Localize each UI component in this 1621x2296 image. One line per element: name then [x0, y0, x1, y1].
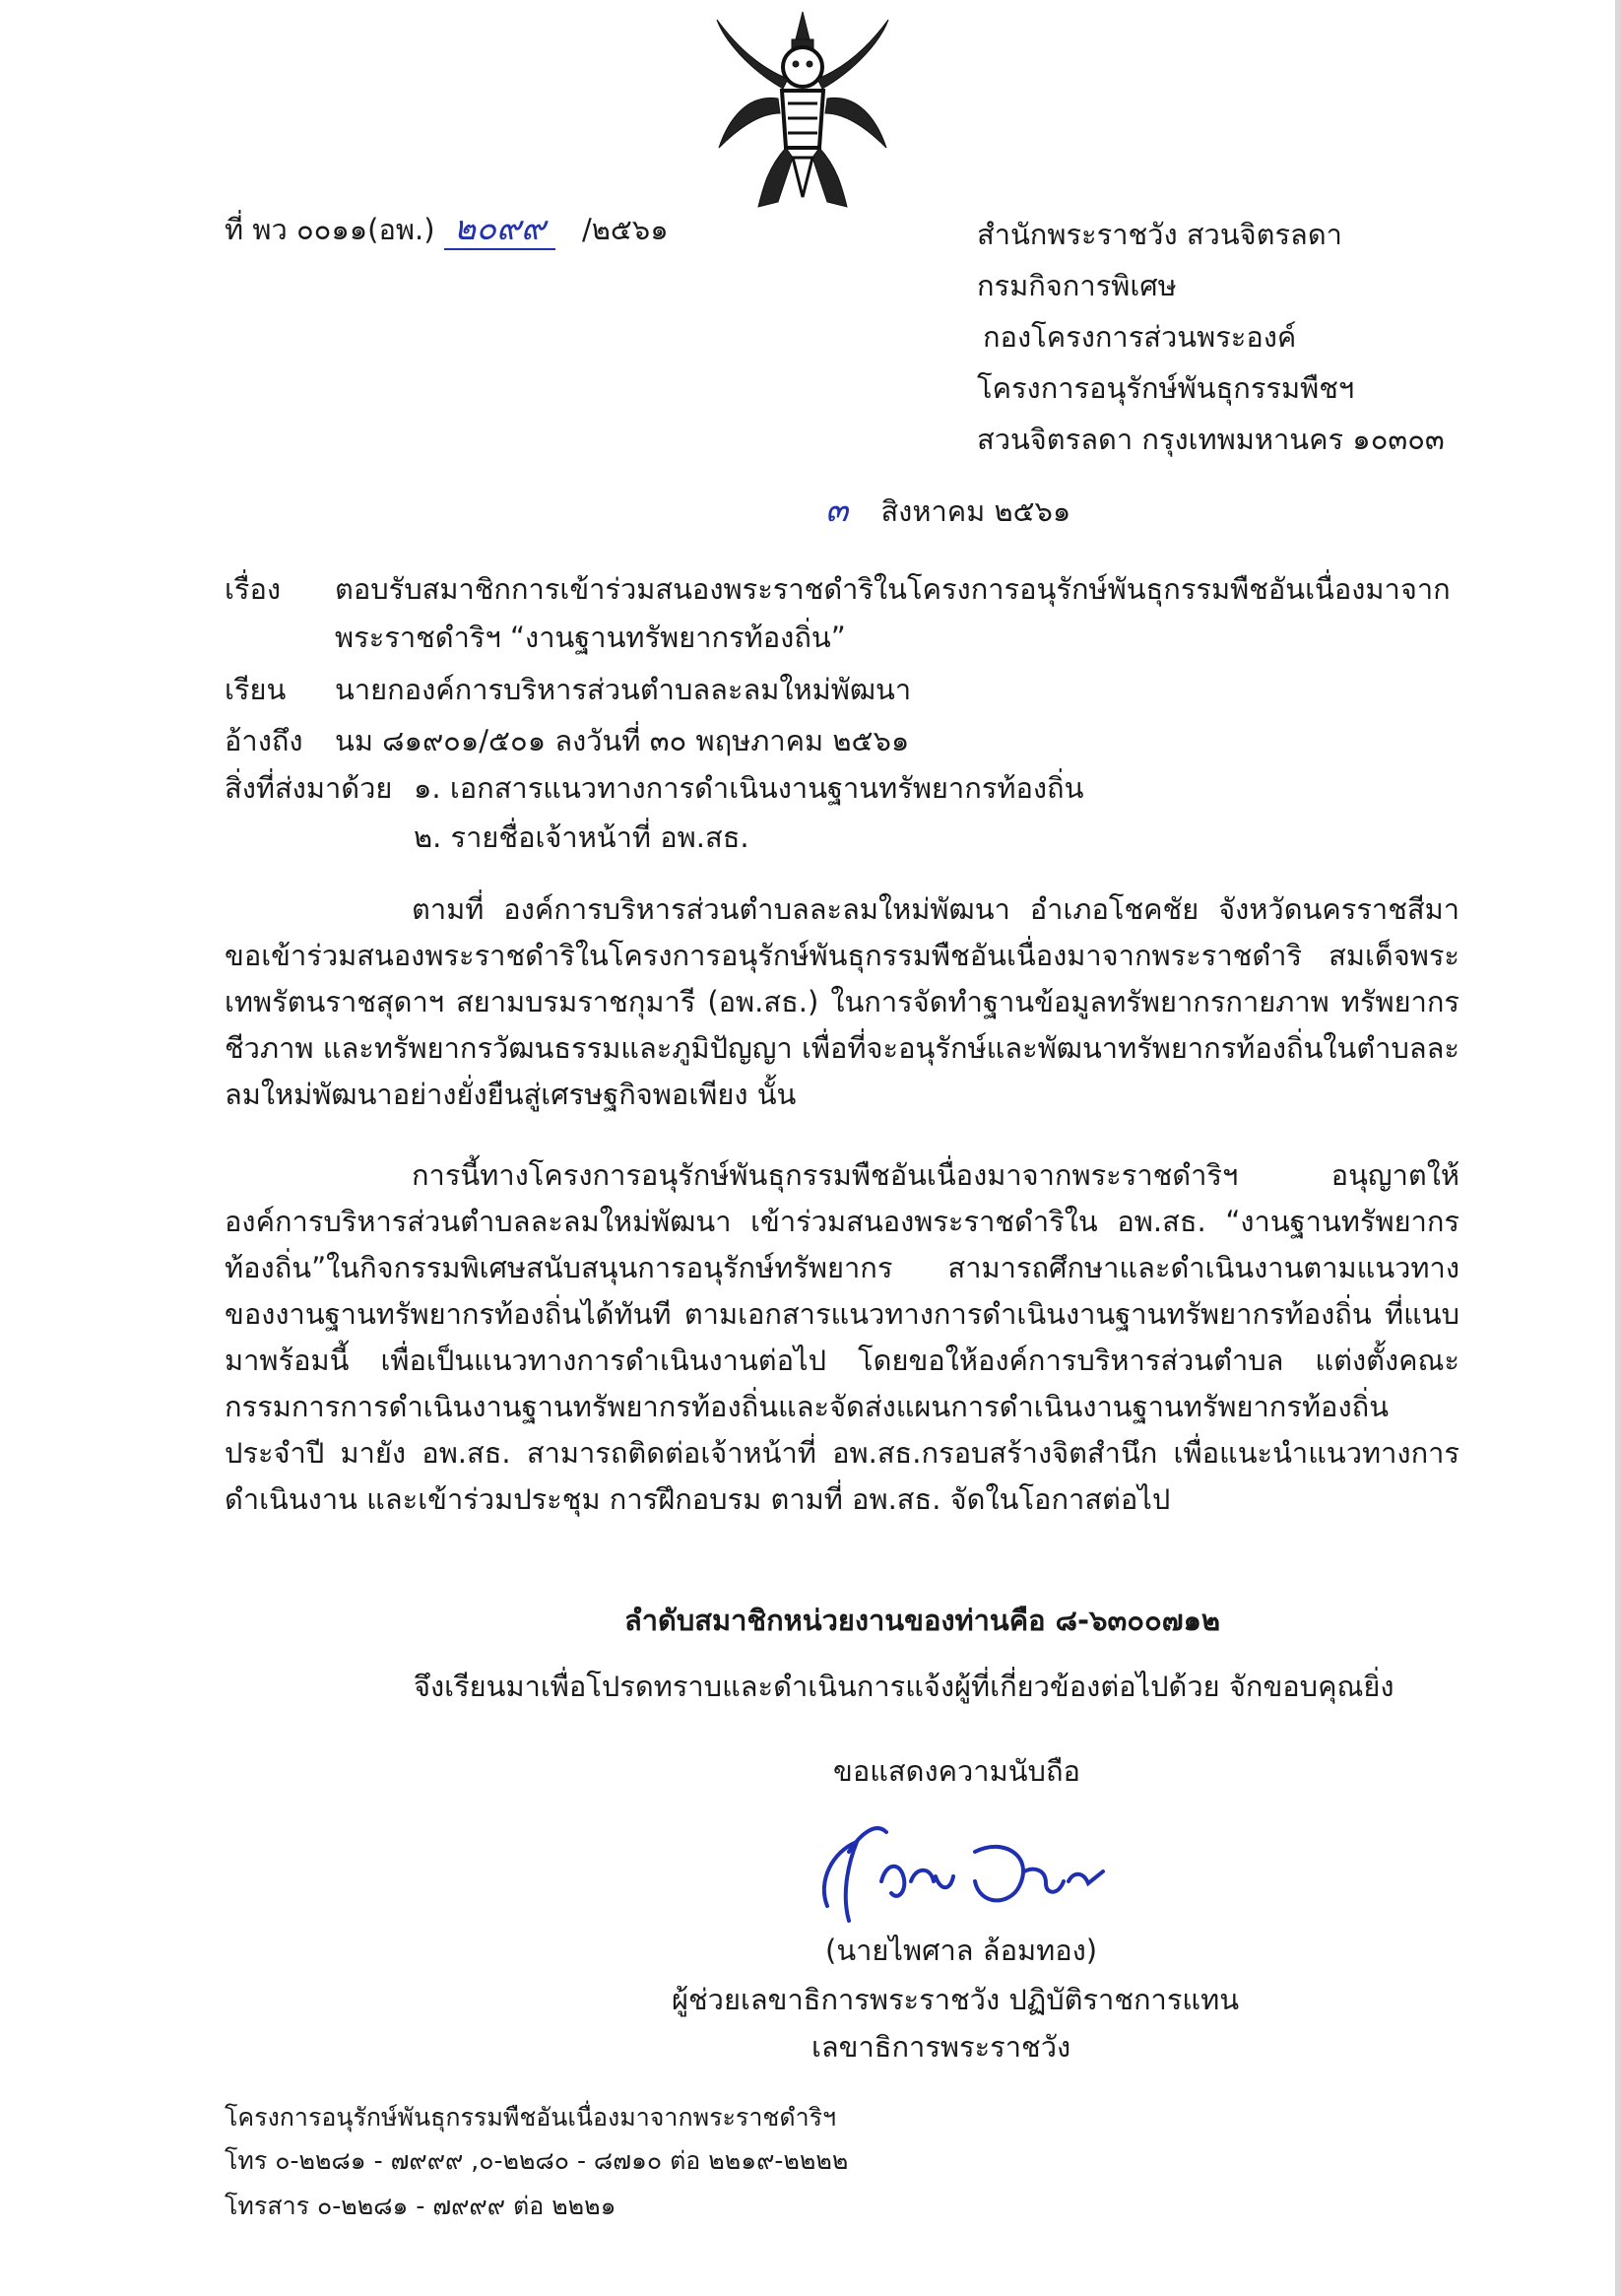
- signatory-title-1: ผู้ช่วยเลขาธิการพระราชวัง ปฏิบัติราชการแทน: [672, 1983, 1240, 2016]
- letter-date: [825, 491, 1070, 531]
- garuda-emblem-icon: [709, 10, 896, 212]
- sender-line: สวนจิตรลดา กรุงเทพมหานคร ๑๐๓๐๓: [977, 423, 1445, 456]
- footer-org: โครงการอนุรักษ์พันธุกรรมพืชอันเนื่องมาจากพระราชดำริฯ: [225, 2103, 837, 2132]
- reference-label: อ้างถึง: [225, 724, 303, 757]
- ref-prefix: ที่ พว ๐๐๑๑(อพ.): [225, 213, 435, 246]
- member-number: ลำดับสมาชิกหน่วยงานของท่านคือ ๘-๖๓๐๐๗๑๒: [624, 1604, 1221, 1637]
- sender-line: โครงการอนุรักษ์พันธุกรรมพืชฯ: [977, 371, 1355, 405]
- body-paragraph-2: [225, 1152, 1459, 1523]
- date-month-year: สิงหาคม ๒๕๖๑: [880, 494, 1071, 528]
- sender-line: กรมกิจการพิเศษ: [977, 269, 1177, 302]
- signature-icon: [788, 1812, 1113, 1931]
- reference-value: นม ๘๑๙๐๑/๕๐๑ ลงวันที่ ๓๐ พฤษภาคม ๒๕๖๑: [335, 724, 910, 757]
- enclosure-item: ๒. รายชื่อเจ้าหน้าที่ อพ.สธ.: [414, 820, 749, 854]
- ref-suffix: /๒๕๖๑: [581, 213, 669, 246]
- body-paragraph-1-text: ตามที่ องค์การบริหารส่วนตำบลละลมใหม่พัฒนา อำเภอโชคชัย จังหวัดนครราชสีมา ขอเข้าร่วมสนองพระราชดำริในโครงการอนุรักษ์พันธุกรรมพืชอันเนื่องมาจากพระราชดำริ สมเด็จพระเทพรัตนราชสุดาฯ สยามบรมราชกุมารี (อพ.สธ.) ในการจัดทำฐานข้อมูลทรัพยากรกายภาพ ทรัพยากรชีวภาพ และทรัพยากรวัฒนธรรมและภูมิปัญญา เพื่อที่จะอนุรักษ์และพัฒนาทรัพยากรท้องถิ่นในตำบลละลมใหม่พัฒนาอย่างยั่งยืนสู่เศรษฐกิจพอเพียง นั้น: [225, 892, 1459, 1111]
- sender-line: กองโครงการส่วนพระองค์: [983, 320, 1297, 354]
- footer-fax: โทรสาร ๐-๒๒๘๑ - ๗๙๙๙ ต่อ ๒๒๒๑: [225, 2192, 616, 2220]
- body-paragraph-1: [225, 886, 1459, 1118]
- enclosure-item: ๑. เอกสารแนวทางการดำเนินงานฐานทรัพยากรท้องถิ่น: [414, 771, 1084, 805]
- subject-label: เรื่อง: [225, 572, 282, 606]
- handwritten-ref-number: ๒๐๙๙: [444, 209, 555, 250]
- enclosures-label: สิ่งที่ส่งมาด้วย: [225, 771, 393, 805]
- to-value: นายกองค์การบริหารส่วนตำบลละลมใหม่พัฒนา: [335, 673, 912, 706]
- page-edge: [1615, 0, 1621, 2296]
- reference-number: [225, 209, 669, 249]
- closing-request: จึงเรียนมาเพื่อโปรดทราบและดำเนินการแจ้งผู้ที่เกี่ยวข้องต่อไปด้วย จักขอบคุณยิ่ง: [414, 1670, 1394, 1703]
- sender-address: [977, 209, 1445, 465]
- sender-line: สำนักพระราชวัง สวนจิตรลดา: [977, 218, 1342, 251]
- handwritten-day: ๓: [825, 491, 849, 530]
- body-paragraph-2-text: การนี้ทางโครงการอนุรักษ์พันธุกรรมพืชอันเนื่องมาจากพระราชดำริฯ อนุญาตให้องค์การบริหารส่วนตำบลละลมใหม่พัฒนา เข้าร่วมสนองพระราชดำริใน อพ.สธ. “งานฐานทรัพยากรท้องถิ่น”ในกิจกรรมพิเศษสนับสนุนการอนุรักษ์ทรัพยากร สามารถศึกษาและดำเนินงานตามแนวทางของงานฐานทรัพยากรท้องถิ่นได้ทันที ตามเอกสารแนวทางการดำเนินงานฐานทรัพยากรท้องถิ่น ที่แนบมาพร้อมนี้ เพื่อเป็นแนวทางการดำเนินงานต่อไป โดยขอให้องค์การบริหารส่วนตำบล แต่งตั้งคณะกรรมการการดำเนินงานฐานทรัพยากรท้องถิ่นและจัดส่งแผนการดำเนินงานฐานทรัพยากรท้องถิ่นประจำปี มายัง อพ.สธ. สามารถติดต่อเจ้าหน้าที่ อพ.สธ.กรอบสร้างจิตสำนึก เพื่อแนะนำแนวทางการดำเนินงาน และเข้าร่วมประชุม การฝึกอบรม ตามที่ อพ.สธ. จัดในโอกาสต่อไป: [225, 1158, 1459, 1516]
- signatory-name: (นายไพศาล ล้อมทอง): [825, 1934, 1098, 1967]
- footer-phone: โทร ๐-๒๒๘๑ - ๗๙๙๙ ,๐-๒๒๘๐ - ๘๗๑๐ ต่อ ๒๒๑๙-๒๒๒๒: [225, 2146, 849, 2175]
- subject-line-2: พระราชดำริฯ “งานฐานทรัพยากรท้องถิ่น”: [335, 621, 846, 654]
- salutation: ขอแสดงความนับถือ: [833, 1754, 1080, 1788]
- to-label: เรียน: [225, 673, 287, 706]
- subject-line-1: ตอบรับสมาชิกการเข้าร่วมสนองพระราชดำริในโครงการอนุรักษ์พันธุกรรมพืชอันเนื่องมาจาก: [335, 572, 1451, 606]
- signatory-title-2: เลขาธิการพระราชวัง: [811, 2030, 1071, 2064]
